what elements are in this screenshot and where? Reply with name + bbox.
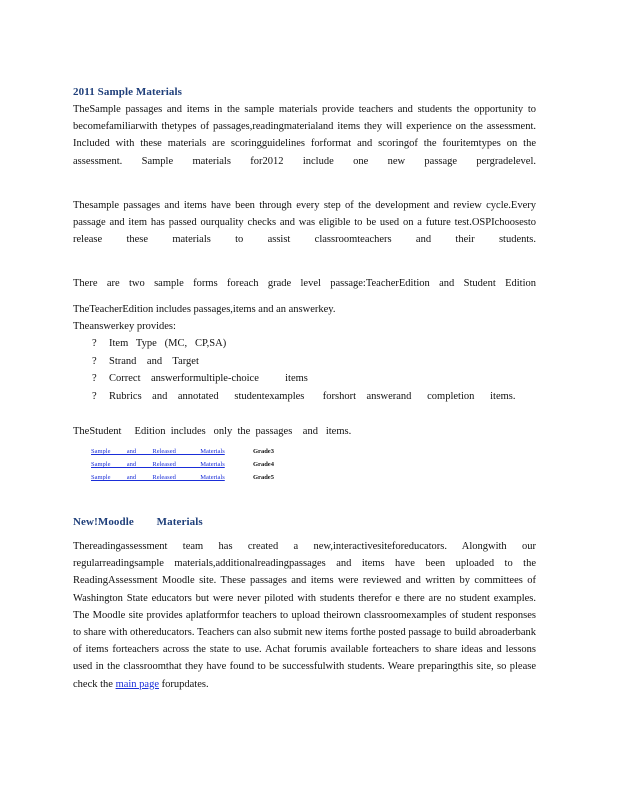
paragraph-moodle-site — [73, 538, 536, 693]
paragraph-sample-overview: TheSample passages and items in the sample materials provide teachers and students the opportunity to becomefamiliarwith thetypes of passages,readingmaterialand items they will experience on the assessment. Included with these materials are scoringguidelines forformat and scoringof the fouritemtypes on the assessment. Sample materials for2012 include one new passage pergradelevel. — [73, 104, 536, 167]
materials-link-list — [91, 445, 274, 484]
paragraph-sample-forms: There are two sample forms foreach grade level passage:TeacherEdition and Student Edition — [73, 278, 536, 289]
list-item — [92, 338, 516, 356]
bullet-mark: ? — [92, 373, 97, 384]
grade-label: Grade4 — [253, 461, 274, 468]
list-item — [92, 391, 516, 409]
bullet-mark: ? — [92, 390, 97, 402]
bullet-mark: ? — [92, 355, 97, 367]
paragraph-development-cycle: Thesample passages and items have been through every step of the development and review cycle.Every passage and item has passed ourquality checks and was eligible to be used on a future test.OSPIchoosesto release these materials to assist classroomteachers and their students. — [73, 200, 536, 246]
sample-materials-link-grade4[interactable]: Sample and Released Materials — [91, 461, 225, 468]
answer-key-list — [92, 338, 516, 408]
paragraph-answer-key: Theanswerkey provides: — [73, 321, 176, 332]
list-item-text: Strand and Target — [109, 355, 199, 367]
section-heading-2011-sample-materials: 2011 Sample Materials — [73, 86, 183, 98]
list-item — [91, 445, 274, 458]
list-item — [92, 356, 516, 374]
list-item-text: Rubrics and annotated studentexamples forshort answerand completion items. — [109, 390, 516, 402]
grade-label: Grade3 — [253, 448, 274, 455]
grade-label: Grade5 — [253, 474, 274, 481]
section-heading-moodle-materials: New!Moodle Materials — [73, 516, 203, 528]
sample-materials-link-grade5[interactable]: Sample and Released Materials — [91, 474, 225, 481]
sample-materials-link-grade3[interactable]: Sample and Released Materials — [91, 448, 225, 455]
main-page-link[interactable]: main page — [115, 678, 160, 690]
moodle-paragraph-tail: forupdates. — [161, 678, 209, 690]
list-item — [91, 471, 274, 484]
bullet-mark: ? — [92, 338, 97, 349]
paragraph-teacher-edition: TheTeacherEdition includes passages,items and an answerkey. — [73, 304, 336, 315]
list-item — [91, 458, 274, 471]
list-item-text: Item Type (MC, CP,SA) — [109, 338, 227, 349]
paragraph-student-edition: TheStudent Edition includes only the passages and items. — [73, 426, 352, 437]
moodle-paragraph-text: Thereadingassessment team has created a new,interactivesiteforeducators. Alongwith our regularreadingsample materials,additionalreadingpassages and items have been uploaded to the ReadingAssessment Moodle site. These passages and items were reviewed and written by committees of Washington State educators but were never piloted with students therefor e there are no student examples. The Moodle site provides aplatformfor teachers to upload theirown classroomexamples of student responses to share with othereducators. Teachers can also submit new items forthe posted passage to build abroaderbank of items forteachers across the state to use. Achat forumis available forteachers to share ideas and lessons used in the classroomthat they have found to be successfulwith students. Weare preparingthis site, so please check the — [73, 541, 536, 690]
list-item — [92, 373, 516, 391]
list-item-text: Correct answerformultiple-choice items — [109, 373, 308, 384]
